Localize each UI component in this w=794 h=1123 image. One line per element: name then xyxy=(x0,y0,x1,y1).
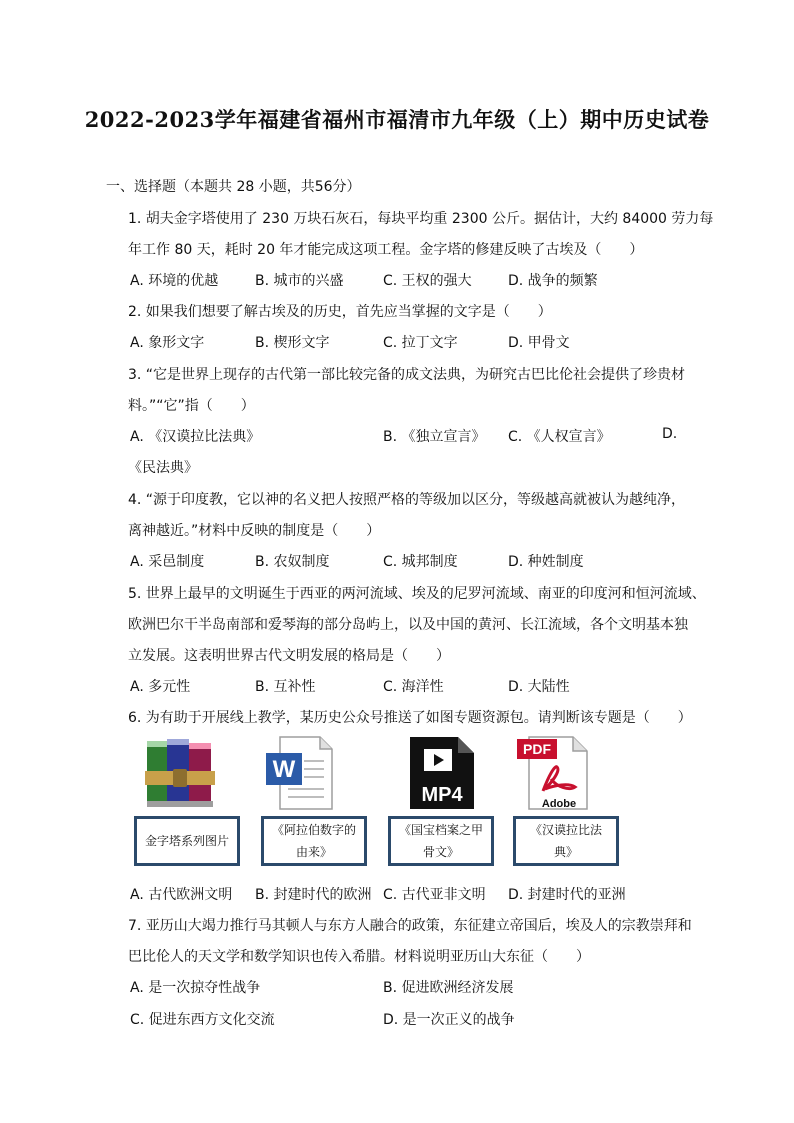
page-title: 2022-2023学年福建省福州市福清市九年级（上）期中历史试卷 xyxy=(84,107,710,132)
books-icon xyxy=(143,735,219,811)
q3-option-b: B. 《独立宣言》 xyxy=(383,429,486,445)
q5-stem-line1: 5. 世界上最早的文明诞生于西亚的两河流域、埃及的尼罗河流域、南亚的印度河和恒河流域、 xyxy=(128,586,706,602)
q7-option-b: B. 促进欧洲经济发展 xyxy=(383,980,514,996)
q3-option-c: C. 《人权宣言》 xyxy=(508,429,611,445)
q3-stem-line1: 3. “它是世界上现存的古代第一部比较完备的成文法典，为研究古巴比伦社会提供了珍贵材 xyxy=(128,367,686,383)
q1-option-b: B. 城市的兴盛 xyxy=(255,273,344,289)
q6-option-d: D. 封建时代的亚洲 xyxy=(508,887,626,903)
q1-stem-line2: 年工作 80 天，耗时 20 年才能完成这项工程。金字塔的修建反映了古埃及（ ） xyxy=(128,242,644,258)
resource-caption-1: 金字塔系列图片 xyxy=(134,816,240,866)
q2-option-d: D. 甲骨文 xyxy=(508,335,570,351)
q6-option-c: C. 古代亚非文明 xyxy=(383,887,486,903)
word-document-icon xyxy=(262,735,338,811)
q3-option-d: D. xyxy=(662,426,678,442)
q4-option-c: C. 城邦制度 xyxy=(383,554,458,570)
q1-option-d: D. 战争的频繁 xyxy=(508,273,598,289)
q4-option-a: A. 采邑制度 xyxy=(130,554,205,570)
q7-option-c: C. 促进东西方文化交流 xyxy=(130,1012,275,1028)
q4-stem-line2: 离神越近。”材料中反映的制度是（ ） xyxy=(128,523,381,539)
q6-option-b: B. 封建时代的欧洲 xyxy=(255,887,372,903)
resource-caption-2: 《阿拉伯数字的由来》 xyxy=(261,816,367,866)
q2-option-c: C. 拉丁文字 xyxy=(383,335,458,351)
resource-caption-3: 《国宝档案之甲骨文》 xyxy=(388,816,494,866)
q4-option-d: D. 种姓制度 xyxy=(508,554,584,570)
q7-option-d: D. 是一次正义的战争 xyxy=(383,1012,515,1028)
pdf-label: PDF xyxy=(523,741,551,757)
resource-caption-4: 《汉谟拉比法典》 xyxy=(513,816,619,866)
q2-stem-line1: 2. 如果我们想要了解古埃及的历史，首先应当掌握的文字是（ ） xyxy=(128,304,552,320)
q3-stem-line2: 料。”“它”指（ ） xyxy=(128,398,255,414)
word-letter: W xyxy=(272,756,296,783)
q2-option-a: A. 象形文字 xyxy=(130,335,205,351)
q7-option-a: A. 是一次掠夺性战争 xyxy=(130,980,261,996)
q5-option-d: D. 大陆性 xyxy=(508,679,570,695)
q3-option-a: A. 《汉谟拉比法典》 xyxy=(130,429,261,445)
mp4-label: MP4 xyxy=(421,784,463,806)
q6-stem-line1: 6. 为有助于开展线上教学，某历史公众号推送了如图专题资源包。请判断该专题是（ ） xyxy=(128,710,692,726)
q4-option-b: B. 农奴制度 xyxy=(255,554,330,570)
q1-stem-line1: 1. 胡夫金字塔使用了 230 万块石灰石，每块平均重 2300 公斤。据估计，大约 84000 劳力每 xyxy=(128,211,714,227)
q7-stem-line1: 7. 亚历山大竭力推行马其顿人与东方人融合的政策，东征建立帝国后，埃及人的宗教崇拜和 xyxy=(128,918,692,934)
q5-stem-line3: 立发展。这表明世界古代文明发展的格局是（ ） xyxy=(128,648,450,664)
q6-option-a: A. 古代欧洲文明 xyxy=(130,887,233,903)
pdf-document-icon xyxy=(515,735,591,811)
adobe-label: Adobe xyxy=(541,798,577,810)
mp4-video-icon xyxy=(404,735,480,811)
q5-option-a: A. 多元性 xyxy=(130,679,191,695)
q7-stem-line2: 巴比伦人的天文学和数学知识也传入希腊。材料说明亚历山大东征（ ） xyxy=(128,949,590,965)
q3-option-d-text: 《民法典》 xyxy=(128,460,198,476)
q5-option-c: C. 海洋性 xyxy=(383,679,444,695)
q5-stem-line2: 欧洲巴尔干半岛南部和爱琴海的部分岛屿上，以及中国的黄河、长江流域，各个文明基本独 xyxy=(128,617,688,633)
q1-option-c: C. 王权的强大 xyxy=(383,273,472,289)
section-heading: 一、选择题（本题共 28 小题，共56分） xyxy=(106,179,361,195)
q2-option-b: B. 楔形文字 xyxy=(255,335,330,351)
q1-option-a: A. 环境的优越 xyxy=(130,273,219,289)
q5-option-b: B. 互补性 xyxy=(255,679,316,695)
q4-stem-line1: 4. “源于印度教，它以神的名义把人按照严格的等级加以区分，等级越高就被认为越纯净， xyxy=(128,492,686,508)
